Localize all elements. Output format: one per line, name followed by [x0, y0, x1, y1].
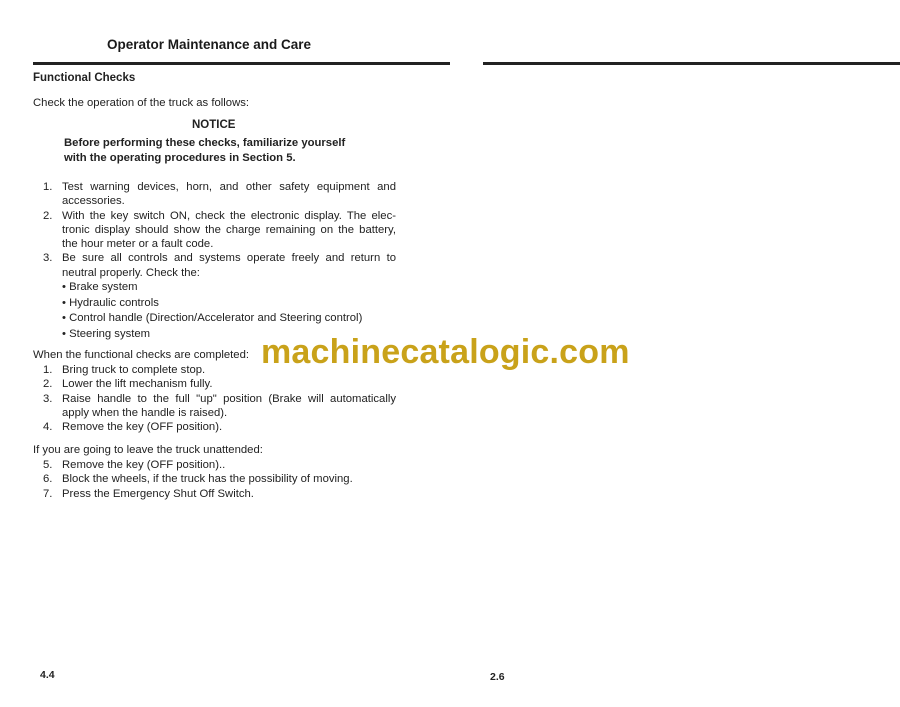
functional-checks-list — [33, 180, 396, 280]
list-item-number: 7. — [43, 487, 53, 500]
list-item-text: Test warning devices, horn, and other safety equipment and accessories. — [62, 181, 396, 208]
list-item-number: 1. — [43, 181, 53, 193]
list-item-number: 3. — [43, 392, 53, 405]
header-rule-right — [483, 62, 900, 65]
notice-title: NOTICE — [192, 119, 236, 131]
notice-line-1: Before performing these checks, familiarize yourself — [64, 137, 346, 149]
list-item-text: Remove the key (OFF position).. — [62, 459, 226, 471]
watermark-text: machinecatalogic.com — [261, 333, 630, 371]
list-item-text: Be sure all controls and systems operate freely and return to neutral properly. Check the: — [62, 252, 396, 279]
list-item — [33, 472, 396, 486]
completed-steps-list — [33, 363, 396, 434]
list-item-number: 3. — [43, 252, 53, 265]
list-item-text: Press the Emergency Shut Off Switch. — [62, 487, 254, 500]
bullet-item: • Control handle (Direction/Accelerator and Steering control) — [62, 312, 363, 324]
list-item-text: Raise handle to the full "up" position (Brake will automatically apply when the handle is raised). — [62, 392, 396, 419]
bullet-item: • Hydraulic controls — [62, 296, 159, 309]
list-item-text: Lower the lift mechanism fully. — [62, 378, 213, 391]
list-item-text: With the key switch ON, check the electronic display. The elec-tronic display should show the charge remaining on the battery, the hour meter or a fault code. — [62, 209, 396, 251]
list-item — [33, 180, 396, 209]
header-rule-left — [33, 62, 450, 65]
notice-line-2: with the operating procedures in Section 5. — [64, 152, 296, 164]
list-item-number: 2. — [43, 378, 53, 391]
page-number-left: 4.4 — [40, 669, 55, 681]
list-item-number: 4. — [43, 421, 53, 434]
list-item — [33, 392, 396, 421]
list-item-number: 2. — [43, 209, 53, 222]
page-header-title: Operator Maintenance and Care — [107, 37, 312, 52]
list-item — [33, 377, 396, 391]
list-item — [33, 420, 396, 434]
bullet-item: • Steering system — [62, 327, 151, 340]
completed-intro: When the functional checks are completed: — [33, 349, 250, 361]
list-item — [33, 251, 396, 280]
list-item — [33, 487, 396, 501]
list-item-text: Remove the key (OFF position). — [62, 421, 223, 434]
list-item-number: 1. — [43, 364, 53, 376]
list-item — [33, 458, 396, 472]
list-item-text: Block the wheels, if the truck has the possibility of moving. — [62, 473, 353, 486]
list-item-number: 5. — [43, 459, 53, 471]
notice-text — [64, 136, 394, 166]
section-title: Functional Checks — [33, 72, 136, 84]
unattended-steps-list — [33, 458, 396, 501]
section-intro: Check the operation of the truck as follows: — [33, 97, 250, 109]
bullet-item: • Brake system — [62, 281, 138, 293]
list-item-text: Bring truck to complete stop. — [62, 364, 206, 376]
list-item — [33, 209, 396, 252]
page-number-right: 2.6 — [490, 671, 505, 683]
list-item-number: 6. — [43, 473, 53, 486]
unattended-intro: If you are going to leave the truck unattended: — [33, 444, 263, 456]
